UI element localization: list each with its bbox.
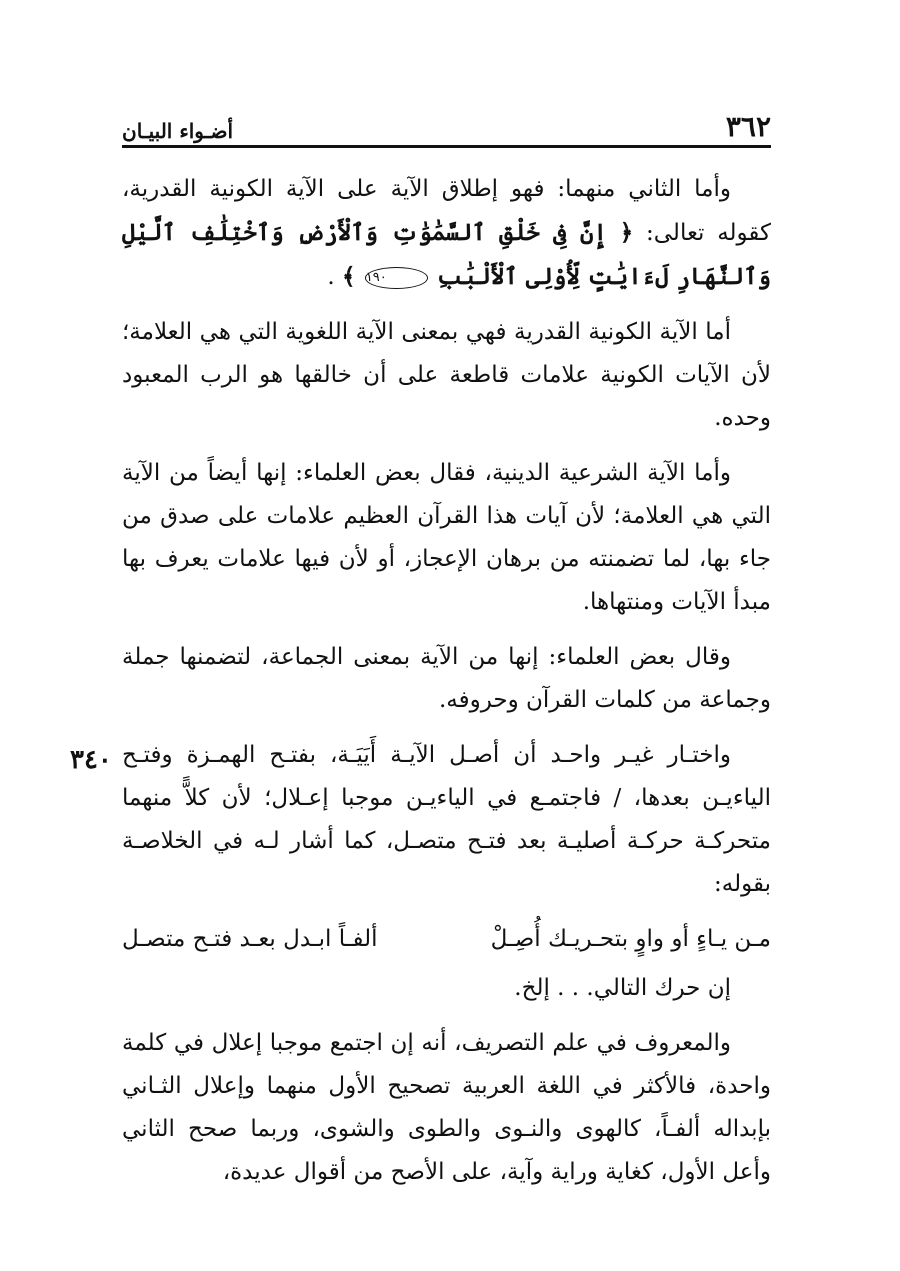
paragraph-1-end: . — [327, 264, 335, 290]
paragraph-3: وأما الآية الشرعية الدينية، فقال بعض العلماء: إنها أيضاً من الآية التي هي العلامة؛ لأن آيات هذا القرآن العظيم علامات على صدق من جاء بها، لما تضمنته من برهان الإعجاز، أو لأن فيها علامات يعرف بها مبدأ الآيات ومنتهاها. — [122, 460, 771, 615]
book-title: أضـواء البيـان — [122, 119, 234, 143]
paragraph-2: أما الآية الكونية القدرية فهي بمعنى الآية اللغوية التي هي العلامة؛ لأن الآيات الكونية علامات قاطعة على أن خالقها هو الرب المعبود وحده. — [122, 319, 771, 431]
poetry-verse — [122, 918, 771, 961]
body-text — [122, 168, 771, 1206]
page-number: ٣٦٢ — [725, 110, 771, 143]
page-header — [122, 108, 771, 148]
paragraph-6: والمعروف في علم التصريف، أنه إن اجتمع موجبا إعلال في كلمة واحدة، فالأكثر في اللغة العربية تصحيح الأول منهما وإعلال الثـاني بإبداله ألفـاً، كالهوى والنـوى والطوى والشوى، وربما صحح الثاني وأعل الأول، كغاية وراية وآية، على الأصح من أقوال عديدة، — [122, 1030, 771, 1185]
paragraph-5: واختـار غيـر واحـد أن أصـل الآيـة أَيَيَـة، بفتـح الهمـزة وفتـح الياءيـن بعدها، / فاجتمـع في الياءيـن موجبا إعـلال؛ لأن كلاًّ منهما متحركـة حركـة أصليـة بعد فتـح متصـل، كما أشار لـه في الخلاصـة بقوله: — [122, 742, 771, 897]
verse-number-badge: ١٩٠ — [365, 267, 428, 289]
poetry-continuation: إن حرك التالي. . . إلخ. — [514, 975, 731, 1001]
poetry-second-hemistich: ألفـاً ابـدل بعـد فتـح متصـل — [122, 926, 378, 952]
paragraph-4: وقال بعض العلماء: إنها من الآية بمعنى الجماعة، لتضمنها جملة وجماعة من كلمات القرآن وحروفه. — [122, 644, 771, 713]
paragraph-1 — [122, 168, 771, 299]
margin-page-marker: ٣٤٠ — [70, 745, 112, 775]
quran-close-bracket: ﴾ — [341, 263, 356, 290]
poetry-first-hemistich: مـن يـاءٍ أو واوٍ بتحـريـك أُصِـلْ — [490, 926, 771, 952]
quran-verse: إِنَّ فِى خَلْقِ ٱلسَّمَٰوَٰتِ وَٱلْأَرْضِ وَٱخْتِلَٰفِ ٱلَّيْلِ وَٱلنَّهَارِ لَءَايَٰتٍ لِّأُوْلِى ٱلْأَلْبَٰبِ — [122, 219, 771, 290]
paragraph-1-text: وأما الثاني منهما: فهو إطلاق الآية على الآية الكونية القدرية، كقوله تعالى: — [122, 176, 772, 246]
quran-open-bracket: ﴿ — [619, 219, 634, 246]
